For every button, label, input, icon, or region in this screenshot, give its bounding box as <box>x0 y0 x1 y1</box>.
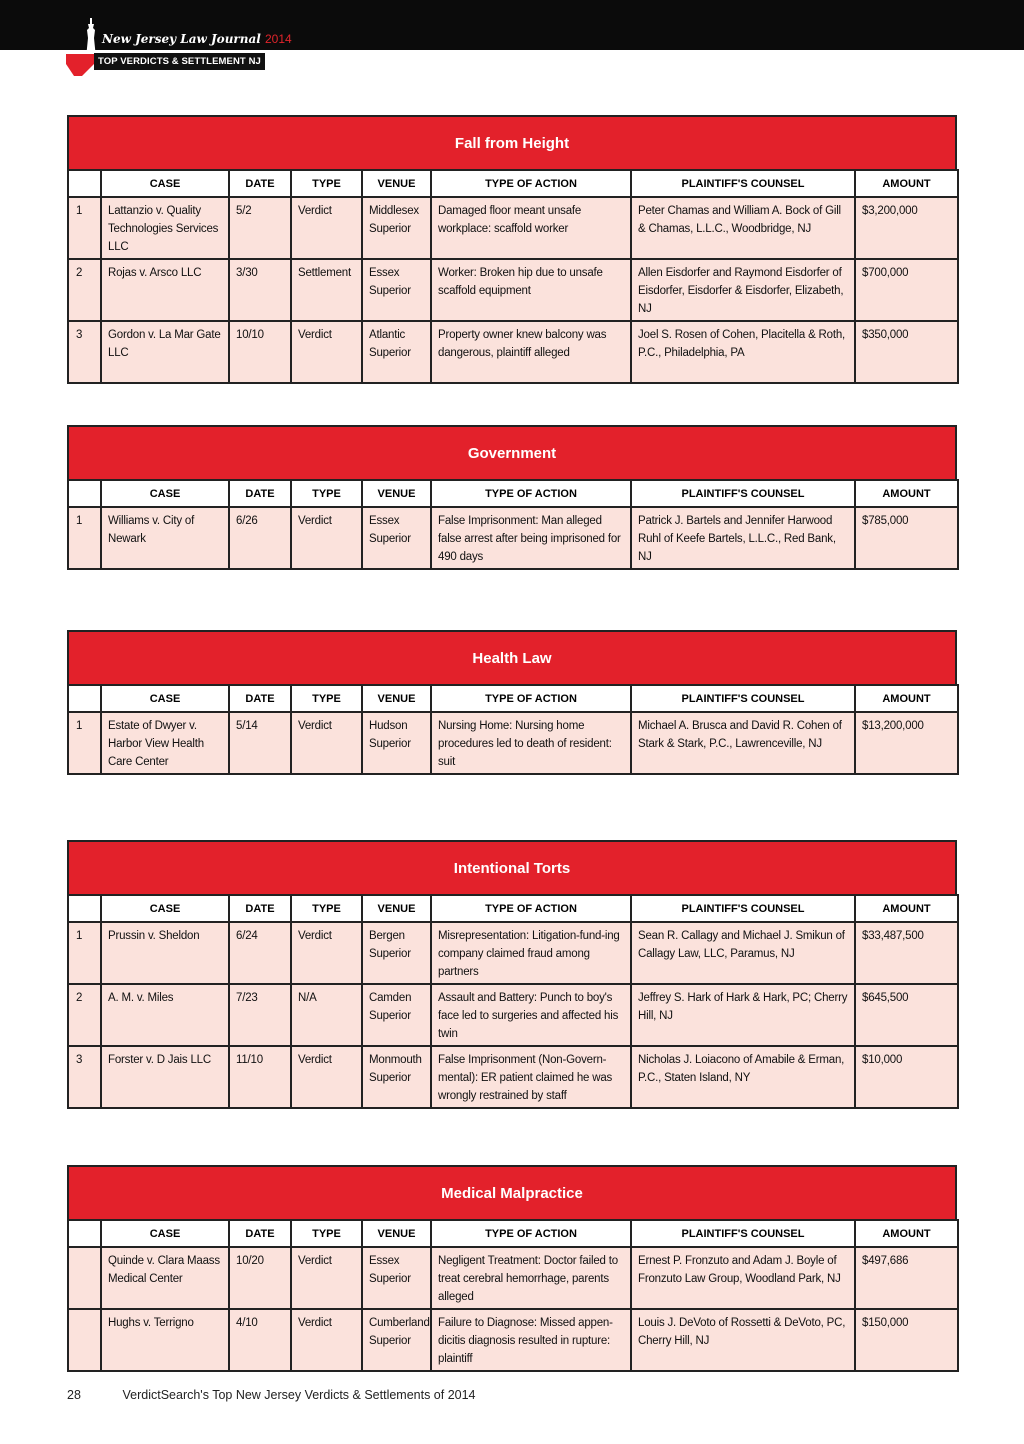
column-header: TYPE <box>291 170 362 197</box>
cell-date: 3/30 <box>229 259 291 321</box>
publication-subtitle: TOP VERDICTS & SETTLEMENT NJ <box>94 53 265 70</box>
column-header: DATE <box>229 480 291 507</box>
column-header: CASE <box>101 895 229 922</box>
cell-date: 11/10 <box>229 1046 291 1108</box>
cell-case: A. M. v. Miles <box>101 984 229 1046</box>
cell-case: Hughs v. Terrigno <box>101 1309 229 1371</box>
table-row <box>68 321 958 383</box>
cell-action: Misrepresentation: Litigation-fund-ing company claimed fraud among partners <box>431 922 631 984</box>
cell-amount: $350,000 <box>855 321 958 383</box>
cell-amount: $13,200,000 <box>855 712 958 774</box>
column-header-number <box>68 1220 101 1247</box>
column-header: TYPE OF ACTION <box>431 685 631 712</box>
cell-date: 4/10 <box>229 1309 291 1371</box>
cell-type: Verdict <box>291 321 362 383</box>
column-header: TYPE <box>291 480 362 507</box>
table-header-row <box>68 480 958 507</box>
cell-date: 6/26 <box>229 507 291 569</box>
column-header: VENUE <box>362 1220 431 1247</box>
cell-case: Estate of Dwyer v. Harbor View Health Care Center <box>101 712 229 774</box>
cell-num: 3 <box>68 1046 101 1108</box>
cell-venue: Hudson Superior <box>362 712 431 774</box>
column-header: DATE <box>229 685 291 712</box>
cell-amount: $150,000 <box>855 1309 958 1371</box>
cell-venue: Middlesex Superior <box>362 197 431 259</box>
cell-counsel: Joel S. Rosen of Cohen, Placitella & Roth, P.C., Philadelphia, PA <box>631 321 855 383</box>
cell-venue: Monmouth Superior <box>362 1046 431 1108</box>
column-header: AMOUNT <box>855 685 958 712</box>
column-header: DATE <box>229 895 291 922</box>
cell-type: Verdict <box>291 712 362 774</box>
cell-num: 1 <box>68 922 101 984</box>
cell-counsel: Peter Chamas and William A. Bock of Gill & Chamas, L.L.C., Woodbridge, NJ <box>631 197 855 259</box>
table-header-row <box>68 170 958 197</box>
cell-action: Assault and Battery: Punch to boy's face led to surgeries and affected his twin <box>431 984 631 1046</box>
cell-amount: $497,686 <box>855 1247 958 1309</box>
cell-counsel: Ernest P. Fronzuto and Adam J. Boyle of Fronzuto Law Group, Woodland Park, NJ <box>631 1247 855 1309</box>
chevron-icon <box>66 54 96 76</box>
column-header: PLAINTIFF'S COUNSEL <box>631 685 855 712</box>
section-title: Medical Malpractice <box>67 1165 957 1219</box>
column-header: DATE <box>229 170 291 197</box>
column-header: DATE <box>229 1220 291 1247</box>
cell-amount: $3,200,000 <box>855 197 958 259</box>
column-header: TYPE OF ACTION <box>431 170 631 197</box>
cell-case: Williams v. City of Newark <box>101 507 229 569</box>
table-row <box>68 197 958 259</box>
cell-type: Verdict <box>291 1309 362 1371</box>
cell-counsel: Allen Eisdorfer and Raymond Eisdorfer of Eisdorfer, Eisdorfer & Eisdorfer, Elizabeth, NJ <box>631 259 855 321</box>
cell-type: Verdict <box>291 922 362 984</box>
cell-amount: $10,000 <box>855 1046 958 1108</box>
page-number: 28 <box>67 1388 81 1402</box>
cell-type: Verdict <box>291 507 362 569</box>
section-fall-from-height <box>67 115 957 384</box>
column-header: CASE <box>101 1220 229 1247</box>
column-header-number <box>68 480 101 507</box>
column-header-number <box>68 895 101 922</box>
column-header: AMOUNT <box>855 170 958 197</box>
cell-venue: Essex Superior <box>362 1247 431 1309</box>
table-row <box>68 984 958 1046</box>
cell-venue: Bergen Superior <box>362 922 431 984</box>
verdicts-table <box>67 894 959 1109</box>
column-header-number <box>68 685 101 712</box>
footer-text: VerdictSearch's Top New Jersey Verdicts & Settlements of 2014 <box>122 1388 476 1402</box>
cell-date: 10/20 <box>229 1247 291 1309</box>
verdicts-table <box>67 1219 959 1372</box>
column-header: TYPE OF ACTION <box>431 895 631 922</box>
section-health-law <box>67 630 957 775</box>
publication-name: New Jersey Law Journal <box>102 32 261 46</box>
cell-action: Damaged floor meant unsafe workplace: scaffold worker <box>431 197 631 259</box>
table-row <box>68 712 958 774</box>
column-header: VENUE <box>362 685 431 712</box>
cell-num: 1 <box>68 712 101 774</box>
cell-num: 2 <box>68 259 101 321</box>
publication-logo <box>62 18 292 78</box>
table-header-row <box>68 1220 958 1247</box>
verdicts-table <box>67 479 959 570</box>
section-title: Fall from Height <box>67 115 957 169</box>
column-header: TYPE <box>291 895 362 922</box>
verdicts-table <box>67 684 959 775</box>
cell-type: N/A <box>291 984 362 1046</box>
column-header-number <box>68 170 101 197</box>
section-government <box>67 425 957 570</box>
column-header: PLAINTIFF'S COUNSEL <box>631 170 855 197</box>
column-header: PLAINTIFF'S COUNSEL <box>631 480 855 507</box>
column-header: CASE <box>101 170 229 197</box>
table-row <box>68 1046 958 1108</box>
cell-type: Verdict <box>291 197 362 259</box>
cell-case: Forster v. D Jais LLC <box>101 1046 229 1108</box>
column-header: TYPE OF ACTION <box>431 480 631 507</box>
cell-venue: Cumberland Superior <box>362 1309 431 1371</box>
section-intentional-torts <box>67 840 957 1109</box>
column-header: AMOUNT <box>855 1220 958 1247</box>
cell-action: False Imprisonment (Non-Govern-mental): ER patient claimed he was wrongly restrained by staff <box>431 1046 631 1108</box>
cell-action: False Imprisonment: Man alleged false arrest after being imprisoned for 490 days <box>431 507 631 569</box>
column-header: CASE <box>101 480 229 507</box>
column-header: TYPE OF ACTION <box>431 1220 631 1247</box>
column-header: VENUE <box>362 480 431 507</box>
publication-year: 2014 <box>264 32 292 46</box>
column-header: TYPE <box>291 1220 362 1247</box>
table-header-row <box>68 685 958 712</box>
column-header: PLAINTIFF'S COUNSEL <box>631 895 855 922</box>
table-row <box>68 922 958 984</box>
cell-counsel: Nicholas J. Loiacono of Amabile & Erman, P.C., Staten Island, NY <box>631 1046 855 1108</box>
column-header: AMOUNT <box>855 895 958 922</box>
column-header: CASE <box>101 685 229 712</box>
cell-action: Nursing Home: Nursing home procedures led to death of resident: suit <box>431 712 631 774</box>
table-row <box>68 1247 958 1309</box>
cell-date: 5/14 <box>229 712 291 774</box>
table-row <box>68 507 958 569</box>
cell-case: Quinde v. Clara Maass Medical Center <box>101 1247 229 1309</box>
cell-type: Verdict <box>291 1247 362 1309</box>
column-header: PLAINTIFF'S COUNSEL <box>631 1220 855 1247</box>
cell-action: Property owner knew balcony was dangerous, plaintiff alleged <box>431 321 631 383</box>
cell-venue: Camden Superior <box>362 984 431 1046</box>
cell-case: Gordon v. La Mar Gate LLC <box>101 321 229 383</box>
cell-num: 2 <box>68 984 101 1046</box>
cell-venue: Essex Superior <box>362 507 431 569</box>
cell-counsel: Jeffrey S. Hark of Hark & Hark, PC; Cherry Hill, NJ <box>631 984 855 1046</box>
cell-num: 1 <box>68 197 101 259</box>
cell-counsel: Patrick J. Bartels and Jennifer Harwood Ruhl of Keefe Bartels, L.L.C., Red Bank, NJ <box>631 507 855 569</box>
cell-action: Failure to Diagnose: Missed appen-dicitis diagnosis resulted in rupture: plaintiff <box>431 1309 631 1371</box>
column-header: VENUE <box>362 895 431 922</box>
cell-venue: Atlantic Superior <box>362 321 431 383</box>
cell-num: 1 <box>68 507 101 569</box>
cell-num: 3 <box>68 321 101 383</box>
cell-venue: Essex Superior <box>362 259 431 321</box>
column-header: AMOUNT <box>855 480 958 507</box>
cell-date: 7/23 <box>229 984 291 1046</box>
section-title: Intentional Torts <box>67 840 957 894</box>
section-title: Government <box>67 425 957 479</box>
table-header-row <box>68 895 958 922</box>
table-row <box>68 259 958 321</box>
cell-num <box>68 1309 101 1371</box>
column-header: VENUE <box>362 170 431 197</box>
cell-amount: $33,487,500 <box>855 922 958 984</box>
cell-date: 6/24 <box>229 922 291 984</box>
cell-counsel: Sean R. Callagy and Michael J. Smikun of Callagy Law, LLC, Paramus, NJ <box>631 922 855 984</box>
section-title: Health Law <box>67 630 957 684</box>
cell-counsel: Michael A. Brusca and David R. Cohen of Stark & Stark, P.C., Lawrenceville, NJ <box>631 712 855 774</box>
cell-case: Rojas v. Arsco LLC <box>101 259 229 321</box>
cell-action: Negligent Treatment: Doctor failed to treat cerebral hemorrhage, parents alleged <box>431 1247 631 1309</box>
verdicts-table <box>67 169 959 384</box>
column-header: TYPE <box>291 685 362 712</box>
cell-amount: $700,000 <box>855 259 958 321</box>
cell-case: Prussin v. Sheldon <box>101 922 229 984</box>
section-medical-malpractice <box>67 1165 957 1372</box>
table-row <box>68 1309 958 1371</box>
cell-date: 5/2 <box>229 197 291 259</box>
cell-amount: $785,000 <box>855 507 958 569</box>
cell-action: Worker: Broken hip due to unsafe scaffold equipment <box>431 259 631 321</box>
cell-case: Lattanzio v. Quality Technologies Services LLC <box>101 197 229 259</box>
page-footer <box>67 1388 476 1402</box>
cell-counsel: Louis J. DeVoto of Rossetti & DeVoto, PC, Cherry Hill, NJ <box>631 1309 855 1371</box>
cell-amount: $645,500 <box>855 984 958 1046</box>
cell-num <box>68 1247 101 1309</box>
cell-type: Settlement <box>291 259 362 321</box>
cell-type: Verdict <box>291 1046 362 1108</box>
cell-date: 10/10 <box>229 321 291 383</box>
